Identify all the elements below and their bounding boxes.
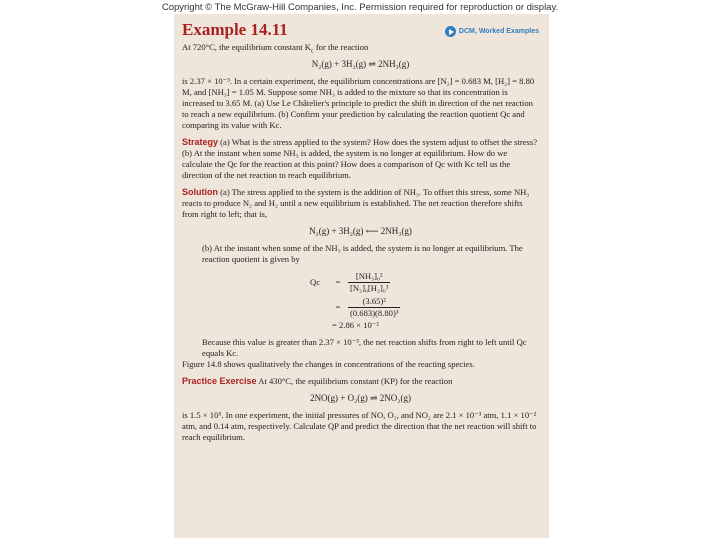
solution-label: Solution (182, 187, 218, 197)
example-title: Example 14.11 (182, 20, 288, 39)
problem-body: is 2.37 × 10⁻³. In a certain experiment, the equilibrium concentrations are [N₂] = 0.683 M, [H₂] = 8.80 M, and [NH₃] = 1.05 M. Suppose some NH₃ is added to the mixture so that its concentration is increased to 3.65 M. (a) Use Le Châtelier's principle to predict the shift in direction of the net reaction to reach a new equilibrium. (b) Confirm your prediction by calculating the reaction quotient Qc and comparing its value with Kc. (182, 76, 535, 130)
conclusion: Because this value is greater than 2.37 × 10⁻³, the net reaction shifts from right to left until Qc equals Kc. (202, 337, 527, 358)
qc-result: = 2.86 × 10⁻² (332, 320, 379, 330)
problem-intro: At 720°C, the equilibrium constant $K_c$ for the reaction (182, 42, 369, 55)
badge-label: Worked Examples (478, 28, 539, 35)
qc-symbol: Qc (310, 277, 321, 287)
reaction-equation-2: N₂(g) + 3H₂(g) ⟵ 2NH₃(g) (309, 226, 412, 236)
qc-fraction-1: $\frac{\text{[NH₃]₀²}}{\text{[N₂]₀[H₂]₀³}}$ (350, 271, 389, 293)
copyright-notice: Copyright © The McGraw-Hill Companies, Inc. Permission required for reproduction or display. (161, 2, 559, 13)
figure-note: Figure 14.8 shows qualitatively the changes in concentrations of the reacting species. (182, 359, 475, 369)
textbook-page (174, 14, 549, 538)
practice-exercise-intro: Practice Exercise At 430°C, the equilibrium constant (KP) for the reaction (182, 376, 453, 386)
play-icon (445, 26, 456, 37)
worked-examples-badge[interactable] (445, 26, 539, 37)
strategy-section: Strategy (a) What is the stress applied to the system? How does the system adjust to offset the stress? (b) At the instant when some NH₃ is added, the system is no longer at equilibrium. How do we calculate the Qc for the reaction at this point? How does a comparison of Qc with Kc tell us the direction of the net reaction to reach equilibrium. (182, 137, 538, 180)
qc-fraction-2: $\frac{\text{(3.65)²}}{\text{(0.683)(8.80)³}}$ (350, 296, 399, 318)
practice-body: is 1.5 × 10⁵. In one experiment, the initial pressures of NO, O₂, and NO₂ are 2.1 × 10⁻³ atm, 1.1 × 10⁻² atm, and 0.14 atm, respectively. Calculate QP and predict the direction that the net reaction will shift to reach equilibrium. (182, 410, 537, 442)
solution-section-a: Solution (a) The stress applied to the system is the addition of NH₃. To offset this stress, some NH₃ reacts to produce N₂ and H₂ until a new equilibrium is established. The net reaction therefore shifts from right to left; that is, (182, 187, 530, 219)
reaction-equation-3: 2NO(g) + O₂(g) ⇌ 2NO₂(g) (310, 393, 411, 403)
reaction-equation-1: N₂(g) + 3H₂(g) ⇌ 2NH₃(g) (311, 59, 410, 69)
reaction-quotient-calculation: Qc = $\frac{\text{[NH₃]₀²}}{\text{[N₂]₀[H₂]₀³}}$ = $\frac{\text{(3.65)²}}{\text{(0.683)(8.80)³}}$ = 2.86 × 10⁻² (310, 271, 399, 330)
strategy-label: Strategy (182, 137, 219, 147)
badge-dcm: DCM, (458, 28, 477, 35)
solution-section-b: (b) At the instant when some of the NH₃ is added, the system is no longer at equilibrium. The reaction quotient is given by (202, 243, 523, 264)
practice-label: Practice Exercise (182, 376, 257, 386)
